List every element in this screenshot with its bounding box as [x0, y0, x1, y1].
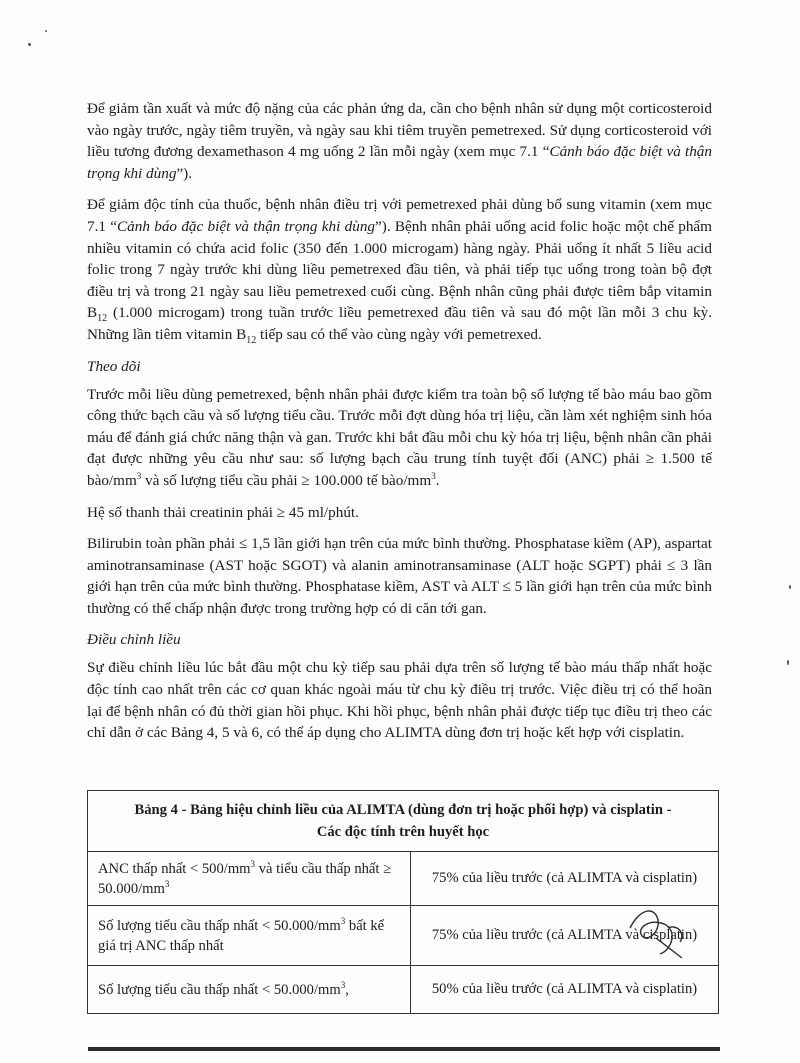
table-cell-condition: ANC thấp nhất < $500/mm^3$ và tiểu cầu thấp nhất ≥ $50.000/mm^3$ [88, 852, 411, 906]
table-cell-condition: Số lượng tiểu cầu thấp nhất < $50.000/mm^3$, [88, 966, 411, 1014]
scan-speck [789, 585, 791, 589]
table-title-line1: Bảng 4 - Bảng hiệu chỉnh liều của ALIMTA (dùng đơn trị hoặc phối hợp) và cisplatin - [134, 802, 672, 818]
scan-speck [28, 43, 31, 46]
paragraph-bilirubin: Bilirubin toàn phần phải ≤ 1,5 lần giới hạn trên của mức bình thường. Phosphatase kiềm (AP), aspartat aminotransaminase (AST hoặc SGOT) và alanin aminotransaminase (ALT hoặc SGPT) phải ≤ 3 lần giới hạn trên của mức bình thường. Phosphatase kiềm, AST và ALT ≤ 5 lần giới hạn trên của mức bình thường có thể chấp nhận được trong trường hợp có di căn tới gan. [87, 535, 712, 617]
table-cell-dose: 50% của liều trước (cả ALIMTA và cisplatin) [411, 966, 719, 1014]
table-row [88, 966, 719, 1014]
paragraph-blood-count: Trước mỗi liều dùng pemetrexed, bệnh nhân phải được kiểm tra toàn bộ số lượng tế bào máu bao gồm công thức bạch cầu và số lượng tiểu cầu. Trước mỗi đợt dùng hóa trị liệu, cần làm xét nghiệm sinh hóa máu để đánh giá chức năng thận và gan. Trước khi bắt đầu mỗi chu kỳ hóa trị liệu, bệnh nhân cần phải đạt được những yêu cầu như sau: số lượng bạch cầu trung tính tuyệt đối (ANC) phải ≥ 1.500 tế bào/$mm^3$ và số lượng tiểu cầu phải ≥ 100.000 tế bào/$mm^3$. [87, 385, 712, 489]
scan-speck [787, 660, 789, 665]
table-cell-dose: 75% của liều trước (cả ALIMTA và cisplatin) [411, 852, 719, 906]
scan-speck [45, 30, 47, 32]
handwritten-signature [620, 898, 700, 968]
table-title [88, 791, 719, 852]
heading-monitoring: Theo dõi [87, 357, 141, 375]
paragraph-creatinine: Hệ số thanh thải creatinin phải ≥ 45 ml/phút. [87, 503, 359, 521]
table-header-row [88, 791, 719, 852]
table-cell-dose: 75% của liều trước (cả ALIMTA và cisplatin) [411, 906, 719, 966]
paragraph-dose-adjustment: Sự điều chỉnh liều lúc bắt đầu một chu kỳ tiếp sau phải dựa trên số lượng tế bào máu thấp nhất hoặc độc tính cao nhất trên các cơ quan khác ngoài máu từ chu kỳ điều trị trước. Việc điều trị có thể hoãn lại để bệnh nhân có đủ thời gian hồi phục. Khi hồi phục, bệnh nhân phải được tiếp tục điều trị theo các chỉ dẫn ở các Bảng 4, 5 và 6, có thể áp dụng cho ALIMTA dùng đơn trị hoặc kết hợp với cisplatin. [87, 659, 712, 742]
paragraph-corticosteroid: Để giảm tần xuất và mức độ nặng của các phản ứng da, cần cho bệnh nhân sử dụng một corticosteroid vào ngày trước, ngày tiêm truyền, và ngày sau khi tiêm truyền pemetrexed. Sử dụng corticosteroid với liều tương đương dexamethason 4 mg uống 2 lần mỗi ngày (xem mục 7.1 “Cảnh báo đặc biệt và thận trọng khi dùng”). [87, 100, 712, 182]
table-title-line2: Các độc tính trên huyết học [316, 824, 490, 840]
heading-dose-adjustment: Điều chỉnh liều [87, 631, 181, 649]
footer-divider [88, 1047, 720, 1051]
table-cell-condition: Số lượng tiểu cầu thấp nhất < $50.000/mm^3$ bất kể giá trị ANC thấp nhất [88, 906, 411, 966]
paragraph-vitamin: Để giảm độc tính của thuốc, bệnh nhân điều trị với pemetrexed phải dùng bổ sung vitamin (xem mục 7.1 “Cảnh báo đặc biệt và thận trọng khi dùng”). Bệnh nhân phải uống acid folic hoặc một chế phẩm nhiều vitamin có chứa acid folic (350 đến 1.000 microgam) hàng ngày. Phải uống ít nhất 5 liều acid folic trong 7 ngày trước khi dùng liều pemetrexed đầu tiên, và phải tiếp tục uống trong toàn bộ đợt điều trị và trong 21 ngày sau liều pemetrexed cuối cùng. Bệnh nhân cũng phải được tiêm bắp vitamin $B_{12}$ (1.000 microgam) trong tuần trước liều pemetrexed đầu tiên và sau đó một lần mỗi 3 chu kỳ. Những lần tiêm vitamin $B_{12}$ tiếp sau có thể vào cùng ngày với pemetrexed. [87, 196, 712, 346]
document-page [87, 98, 712, 754]
